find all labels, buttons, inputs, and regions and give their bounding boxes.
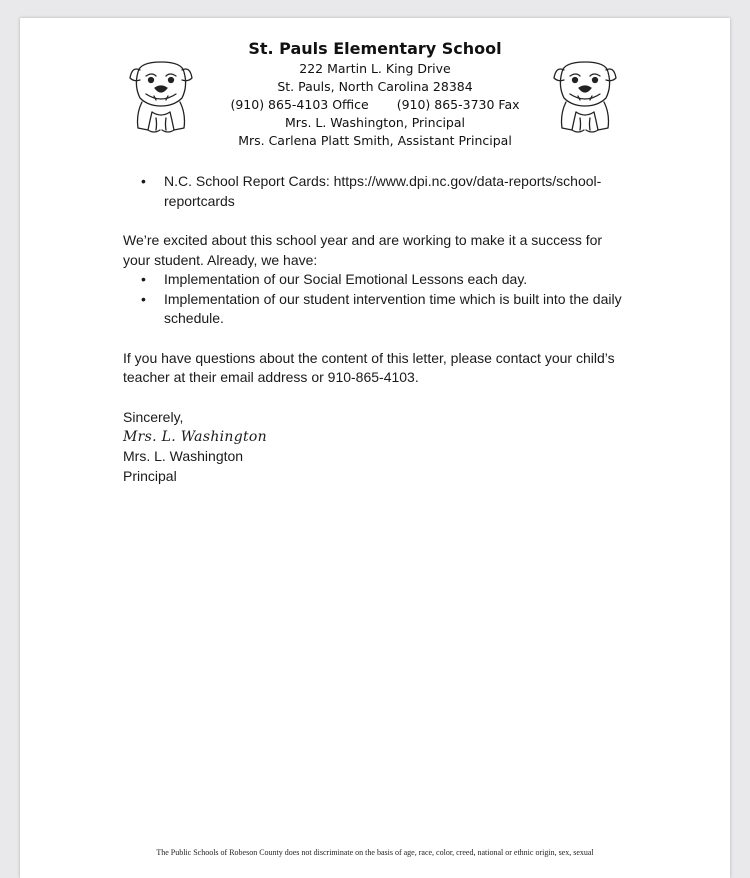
letterhead — [20, 38, 730, 150]
achievement-text: Implementation of our student intervention time which is built into the daily schedule. — [164, 290, 622, 326]
list-item — [123, 270, 623, 290]
list-item — [123, 290, 623, 329]
phone-line — [20, 96, 730, 114]
school-name: St. Pauls Elementary School — [248, 39, 502, 58]
signer-name: Mrs. L. Washington — [123, 448, 244, 464]
principal-line: Mrs. L. Washington, Principal — [285, 115, 465, 130]
contact-paragraph: If you have questions about the content of this letter, please contact your child’s teacher at their email address or 910-865-4103. — [123, 349, 615, 385]
address-line-2: St. Pauls, North Carolina 28384 — [277, 79, 473, 94]
bullet-icon: • — [141, 271, 146, 287]
list-item — [123, 172, 623, 211]
closing: Sincerely, — [123, 408, 184, 425]
achievement-text: Implementation of our Social Emotional Lessons each day. — [164, 271, 528, 287]
intro-paragraph: We’re excited about this school year and are working to make it a success for your student. Already, we have: — [123, 232, 603, 268]
signer-title: Principal — [123, 467, 177, 484]
bullet-icon: • — [141, 290, 146, 307]
report-card-link-text: N.C. School Report Cards: https://www.dpi.nc.gov/data-reports/school-reportcards — [164, 173, 602, 209]
address-line-1: 222 Martin L. King Drive — [299, 61, 451, 76]
links-list — [123, 172, 623, 211]
phone-office: (910) 865-4103 Office — [230, 97, 369, 112]
letter-body — [123, 172, 623, 486]
bullet-icon: • — [141, 173, 146, 189]
nondiscrimination-footer: The Public Schools of Robeson County does not discriminate on the basis of age, race, color, creed, national or ethnic origin, sex, sexual — [156, 848, 594, 857]
phone-fax: (910) 865-3730 Fax — [396, 97, 520, 112]
assistant-principal-line: Mrs. Carlena Platt Smith, Assistant Principal — [238, 133, 512, 148]
letter-page — [20, 18, 730, 878]
achievements-list — [123, 270, 623, 329]
signature: Mrs. L. Washington — [123, 429, 267, 445]
